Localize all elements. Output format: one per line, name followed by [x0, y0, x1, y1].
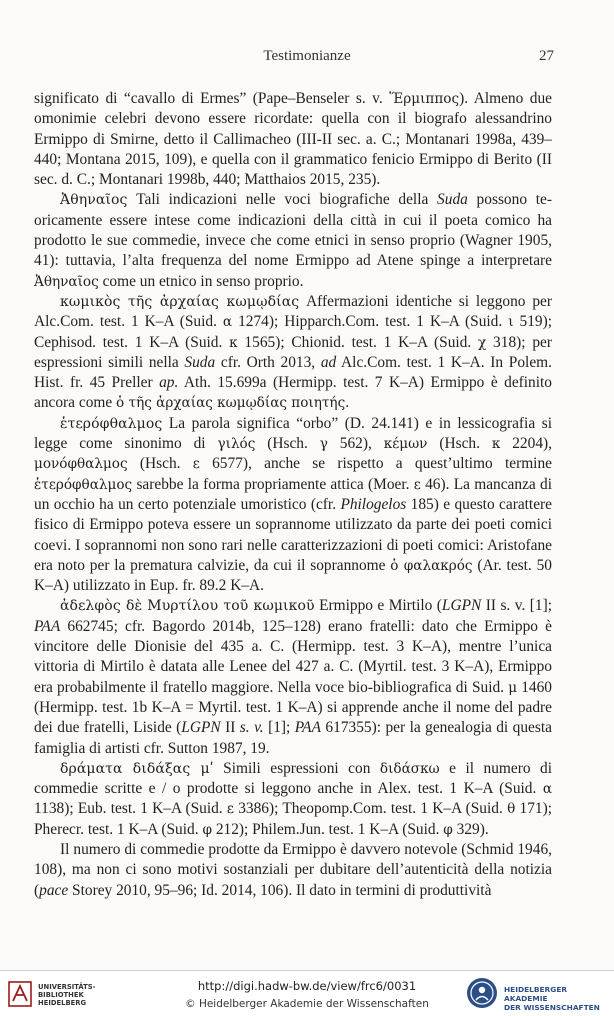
- body-text-run: Ath. 15.699a (Hermipp. test. 7 K–A) Ermippo è definito ancora come: [34, 374, 553, 412]
- italic-text: pace: [39, 881, 69, 899]
- body-text-run: 562),: [327, 435, 384, 453]
- permalink-url[interactable]: http://digi.hadw-bw.de/view/frc6/0031: [197, 979, 417, 993]
- body-text-run: 1138); Eub. test. 1 K–A (Suid.: [34, 800, 227, 818]
- greek-text: α: [222, 314, 233, 331]
- lemma-heading: Ἀθηναῖος: [60, 192, 128, 209]
- italic-text: ad: [320, 353, 337, 371]
- body-text-run: possono teoricamente essere intese come indicazioni della città in cui il poeta comico ha prodotto le sue commedie, invece che come etnici in senso proprio (Wagner 1905, 41): tuttavia, l’alta frequenza del nome Ermippo ad Atene spinge a interpretare: [34, 191, 552, 270]
- copyright-line: © Heidelberger Akademie der Wissenschaften: [185, 998, 429, 1010]
- greek-text: κ: [229, 334, 238, 351]
- body-text-run: (Ar. test. 50 K–A) utilizzato in Eup. fr. 89.2 K–A.: [34, 556, 552, 595]
- greek-text: φ: [443, 821, 453, 838]
- commentary-paragraph: [34, 89, 552, 190]
- body-text-run: Ermippo e Mirtilo (: [314, 597, 442, 615]
- italic-text: Suda: [184, 353, 216, 371]
- running-title: Testimonianze: [263, 48, 351, 64]
- italic-text: PAA: [34, 617, 61, 635]
- body-text-run: 6577), anche se rispetto a quest’ultimo termine: [199, 455, 552, 473]
- body-text-run: 662745; cfr. Bagordo 2014b, 125–128) erano fratelli: dato che Ermippo è vincitore delle Dionisie del 435 a. C. (Hermipp. test. 3 K–A), mentre l’unica vittoria di Mirtilo è datata alle Lenee del 427 a. C. (Myrtil. test. 3 K–A), Ermippo era probabilmente il fratello maggiore. Nella voce bio-bibliografica di Suid.: [34, 617, 552, 696]
- greek-text: ὁ τῆς ἀρχαίας κωμῳδίας ποιητής: [116, 395, 346, 412]
- greek-text: α: [542, 781, 552, 798]
- italic-text: Philogelos: [340, 495, 407, 513]
- university-library-logo[interactable]: [8, 979, 98, 1011]
- body-text-run: Alc.Com. test. 1 K–A. In Polem. Hist. fr. 45 Preller: [34, 353, 552, 392]
- greek-text: χ: [478, 334, 487, 351]
- library-emblem-icon: [8, 981, 32, 1007]
- body-text-run: 617355): per la genealogia di questa famiglia di artisti cfr. Sutton 1987, 19.: [34, 719, 552, 757]
- italic-text: ap.: [159, 374, 179, 392]
- greek-text: Ἀθηναῖος: [34, 273, 99, 290]
- greek-text: Ἕρμιππος: [389, 91, 460, 107]
- commentary-paragraph: [34, 840, 552, 901]
- body-text-run: 1274); Hipparch.Com. test. 1 K–A (Suid.: [232, 313, 509, 331]
- body-text-run: (Hsch.: [127, 455, 193, 473]
- body-text-run: 329).: [452, 820, 489, 838]
- body-text-run: [1];: [263, 719, 295, 737]
- greek-text: κ: [491, 436, 501, 453]
- greek-text: θ: [507, 801, 516, 818]
- academy-seal-icon: [466, 977, 498, 1009]
- italic-text: LGPN: [441, 597, 482, 615]
- body-text-run: significato di “cavallo di Ermes” (Pape–Benseler s. v.: [34, 90, 390, 107]
- body-text-run: 1565); Chionid. test. 1 K–A (Suid.: [237, 333, 479, 351]
- greek-text: ὁ φαλακρός: [390, 557, 473, 574]
- italic-text: PAA: [294, 719, 321, 737]
- academy-label: HEIDELBERGER AKADEMIE DER WISSENSCHAFTEN: [504, 985, 600, 1012]
- body-text-run: come un etnico in senso proprio.: [98, 272, 304, 290]
- university-library-label: UNIVERSITÄTS- BIBLIOTHEK HEIDELBERG: [38, 983, 96, 1007]
- greek-text: φ: [202, 821, 212, 838]
- body-text-run: 212); Philem.Jun. test. 1 K–A (Suid.: [211, 820, 444, 838]
- body-text-run: ). Almeno due omonimie celebri devono essere ricordate: quella con il biografo alessandrino Ermippo di Smirne, detto il Callimacheo (III-II sec. a. C.; Montanari 1998a, 439–440; Montana 2015, 109), e quella con il grammatico fenicio Ermippo di Berito (II sec. d. C.; Montanari 1998b, 440; Matthaios 2015, 235).: [34, 90, 552, 189]
- italic-text: s. v.: [239, 719, 264, 737]
- body-text-run: 318); per espressioni simili nella: [34, 333, 552, 371]
- body-text-run: (Hsch.: [427, 435, 492, 453]
- commentary-entry: [34, 190, 552, 291]
- body-text-run: 185) e questo carattere fisico di Ermippo poteva essere un soprannome utilizzato da parte dei poeti comici coevi. I soprannomi non sono rari nelle caratterizzazioni di poeti comici: Aristofane era noto per la prematura calvizie, da cui il soprannome: [34, 495, 552, 574]
- lemma-heading: ἑτερόφθαλμος: [60, 415, 163, 432]
- commentary-entry: [34, 759, 552, 840]
- body-text-run: 46). La mancanza di un occhio ha un certo potenziale umoristico (cfr.: [34, 475, 552, 513]
- commentary-body: [34, 89, 552, 901]
- lemma-heading: κωμικὸς τῆς ἀρχαίας κωμῳδίας: [60, 293, 300, 310]
- body-text-run: 1460 (Hermipp. test. 1b K–A = Myrtil. test. 1 K–A) si apprende anche il nome del padre dei due fratelli, Liside (: [34, 678, 552, 737]
- greek-text: ι: [508, 314, 514, 331]
- commentary-entry: [34, 596, 552, 758]
- body-text-run: 3386); Theopomp.Com. test. 1 K–A (Suid.: [233, 800, 508, 818]
- body-text-run: Il numero di commedie prodotte da Ermippo è davvero notevole (Schmid 1946, 108), ma non ci sono motivi sostanziali per dubitare dell’autenticità della notizia (: [34, 840, 552, 899]
- body-text-run: sarebbe la forma propriamente attica (Moer.: [132, 475, 414, 493]
- greek-text: γ: [319, 436, 328, 453]
- body-text-run: 2204),: [500, 435, 552, 453]
- italic-text: LGPN: [181, 719, 221, 737]
- lemma-heading: δράματα διδάξας μʹ: [60, 760, 214, 777]
- lemma-heading: ἀδελφὸς δὲ Μυρτίλου τοῦ κωμικοῦ: [60, 598, 315, 615]
- greek-text: διδάσκω: [379, 760, 440, 777]
- body-text-run: Affermazioni identiche si leggono per Alc.Com. test. 1 K–A (Suid.: [34, 292, 553, 331]
- italic-text: Suda: [437, 191, 468, 209]
- academy-logo[interactable]: [466, 977, 606, 1011]
- greek-text: ε: [413, 476, 421, 493]
- body-text-run: 519); Cephisod. test. 1 K–A (Suid.: [34, 313, 553, 351]
- greek-text: γιλός: [217, 436, 256, 453]
- body-text-run: Tali indicazioni nelle voci biografiche della: [127, 191, 438, 209]
- body-text-run: II: [220, 719, 240, 737]
- body-text-run: Simili espressioni con: [213, 759, 380, 777]
- body-text-run: 171); Pherecr. test. 1 K–A (Suid.: [34, 800, 552, 838]
- greek-text: ἑτερόφθαλμος: [34, 476, 133, 493]
- footer-bar: [0, 970, 614, 1016]
- page-number: 27: [539, 48, 554, 64]
- greek-text: μονόφθαλμος: [34, 456, 128, 473]
- body-text-run: .: [345, 394, 350, 412]
- greek-text: ε: [226, 801, 234, 818]
- body-text-run: Storey 2010, 95–96; Id. 2014, 106). Il dato in termini di produttività: [68, 881, 492, 899]
- commentary-entry: [34, 292, 552, 414]
- body-text-run: II s. v. [1];: [481, 597, 552, 615]
- greek-text: ε: [192, 456, 200, 473]
- body-text-run: cfr. Orth 2013,: [215, 353, 321, 371]
- body-text-run: (Hsch.: [255, 435, 320, 453]
- greek-text: κέμων: [383, 436, 428, 453]
- body-text-run: e il numero di commedie scritte e / o prodotte si leggono anche in Alex. test. 1 K–A (Suid.: [34, 759, 552, 798]
- footer-citation: [150, 979, 464, 1010]
- commentary-entry: [34, 414, 552, 597]
- greek-text: μ: [508, 679, 518, 696]
- body-text-run: La parola significa “orbo” (D. 24.141) e in lessicografia si legge come sinonimo di: [34, 414, 552, 453]
